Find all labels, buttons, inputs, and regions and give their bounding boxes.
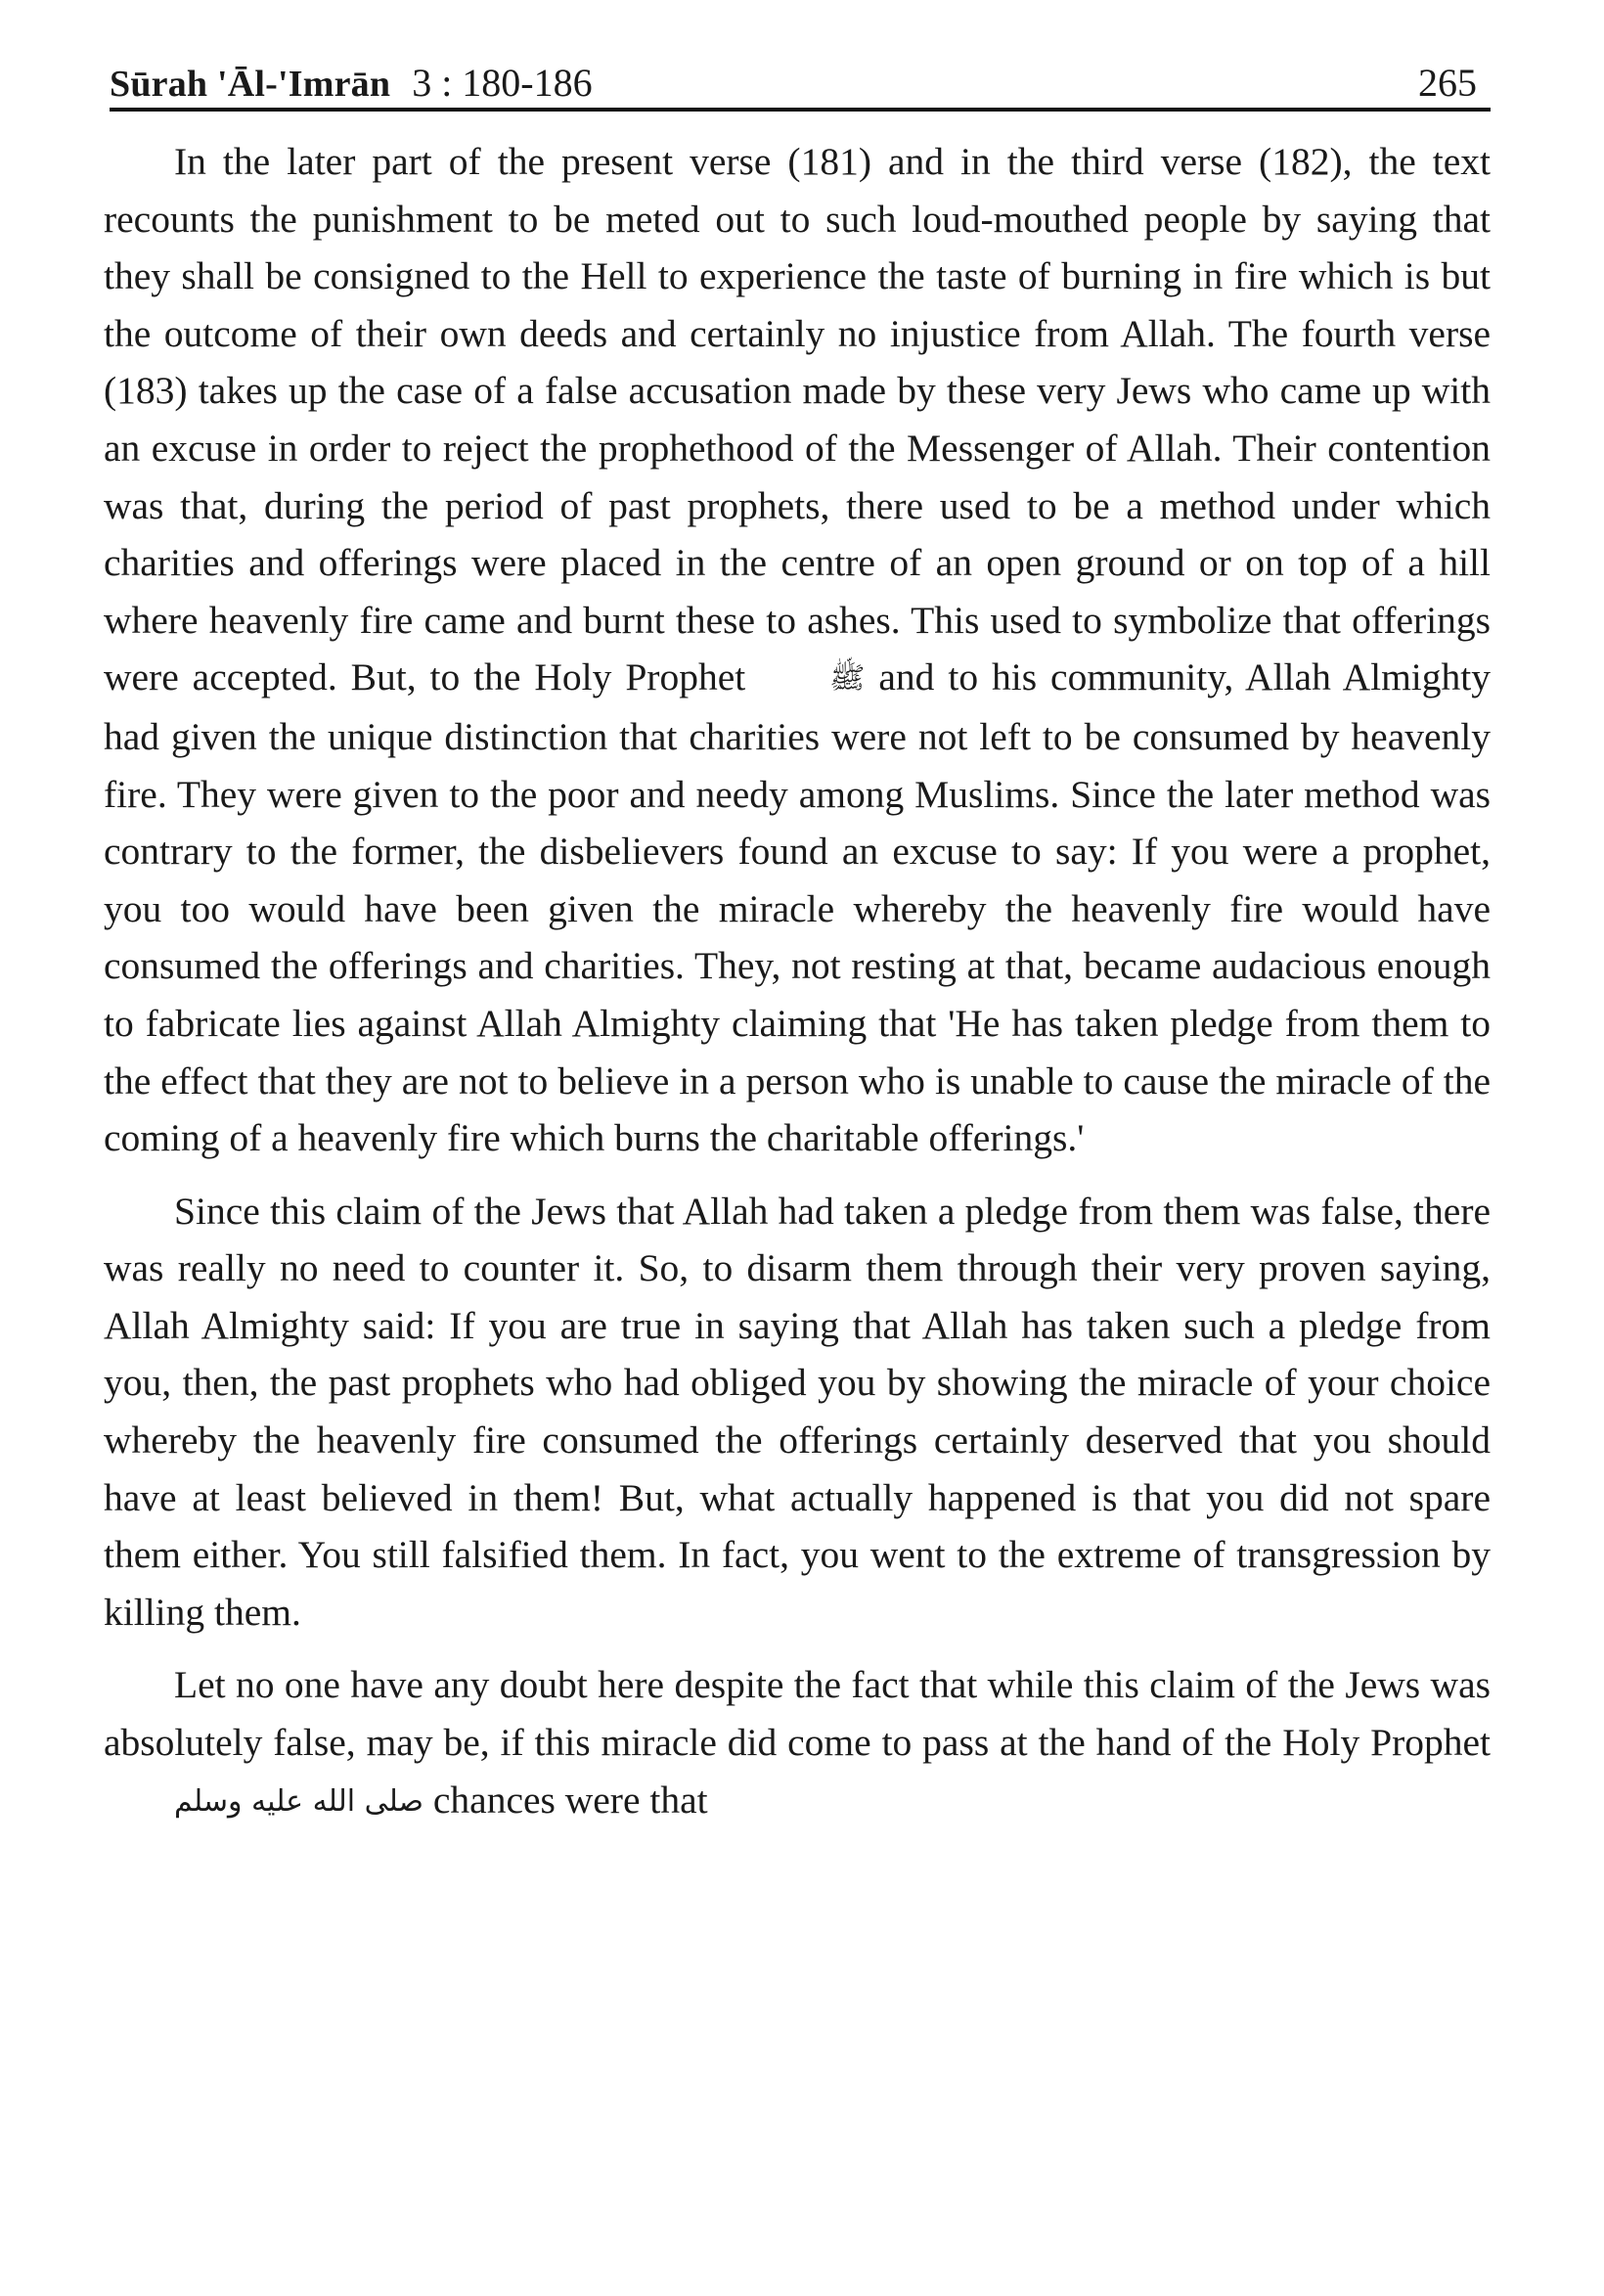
paragraph-3-text: Let no one have any doubt here despite the fact that while this claim of the Jews was absolutely false, may be, if this miracle did come to pass at the hand of the Holy Prophet [104,1663,1491,1765]
paragraph-3-text-continued: chances were that [432,1778,708,1822]
surah-name: Sūrah 'Āl-'Imrān [110,64,391,105]
paragraph-1-text: In the later part of the present verse (181) and in the third verse (182), the text recounts the punishment to be meted out to such loud-mouthed people by saying that they shall be consigned to the Hell to experience the taste of burning in fire which is but the outcome of their own deeds and certainly no injustice from Allah. The fourth verse (183) takes up the case of a false accusation made by these very Jews who came up with an excuse in order to reject the prophethood of the Messenger of Allah. Their contention was that, during the period of past prophets, there used to be a method under which charities and offerings were placed in the centre of an open ground or on top of a hill where heavenly fire came and burnt these to ashes. This used to symbolize that offerings were accepted. But, to the Holy Prophet [104,140,1491,699]
paragraph-3 [104,1656,1491,1830]
honorific-phrase: صلى الله عليه وسلم [174,1783,423,1819]
verse-range: 3 : 180-186 [412,61,593,105]
paragraph-2 [104,1183,1491,1642]
paragraph-2-text: Since this claim of the Jews that Allah had taken a pledge from them was false, there was really no need to counter it. So, to disarm them through their very proven saying, Allah Almighty said: If you are true in saying that Allah has taken such a pledge from you, then, the past prophets who had obliged you by showing the miracle of your choice whereby the heavenly fire consumed the offerings certainly deserved that you should have at least believed in them! But, what actually happened is that you did not spare them either. You still falsified them. In fact, you went to the extreme of transgression by killing them. [104,1189,1491,1634]
header-rule [110,108,1491,112]
paragraph-1 [104,133,1491,1167]
paragraph-1-text-continued: and to his community, Allah Almighty had given the unique distinction that charities were not left to be consumed by heavenly fire. They were given to the poor and needy among Muslims. Since the later method was contrary to the former, the disbelievers found an excuse to say: If you were a prophet, you too would have been given the miracle whereby the heavenly fire would have consumed the offerings and charities. They, not resting at that, became audacious enough to fabricate lies against Allah Almighty claiming that 'He has taken pledge from them to the effect that they are not to believe in a person who is unable to cause the miracle of the coming of a heavenly fire which burns the charitable offerings.' [104,655,1492,1160]
running-head [110,47,1489,106]
chapter-reference [110,60,593,106]
body-text [104,133,1491,1830]
page-number: 265 [1418,61,1477,105]
honorific-symbol: ﷺ [829,661,866,697]
